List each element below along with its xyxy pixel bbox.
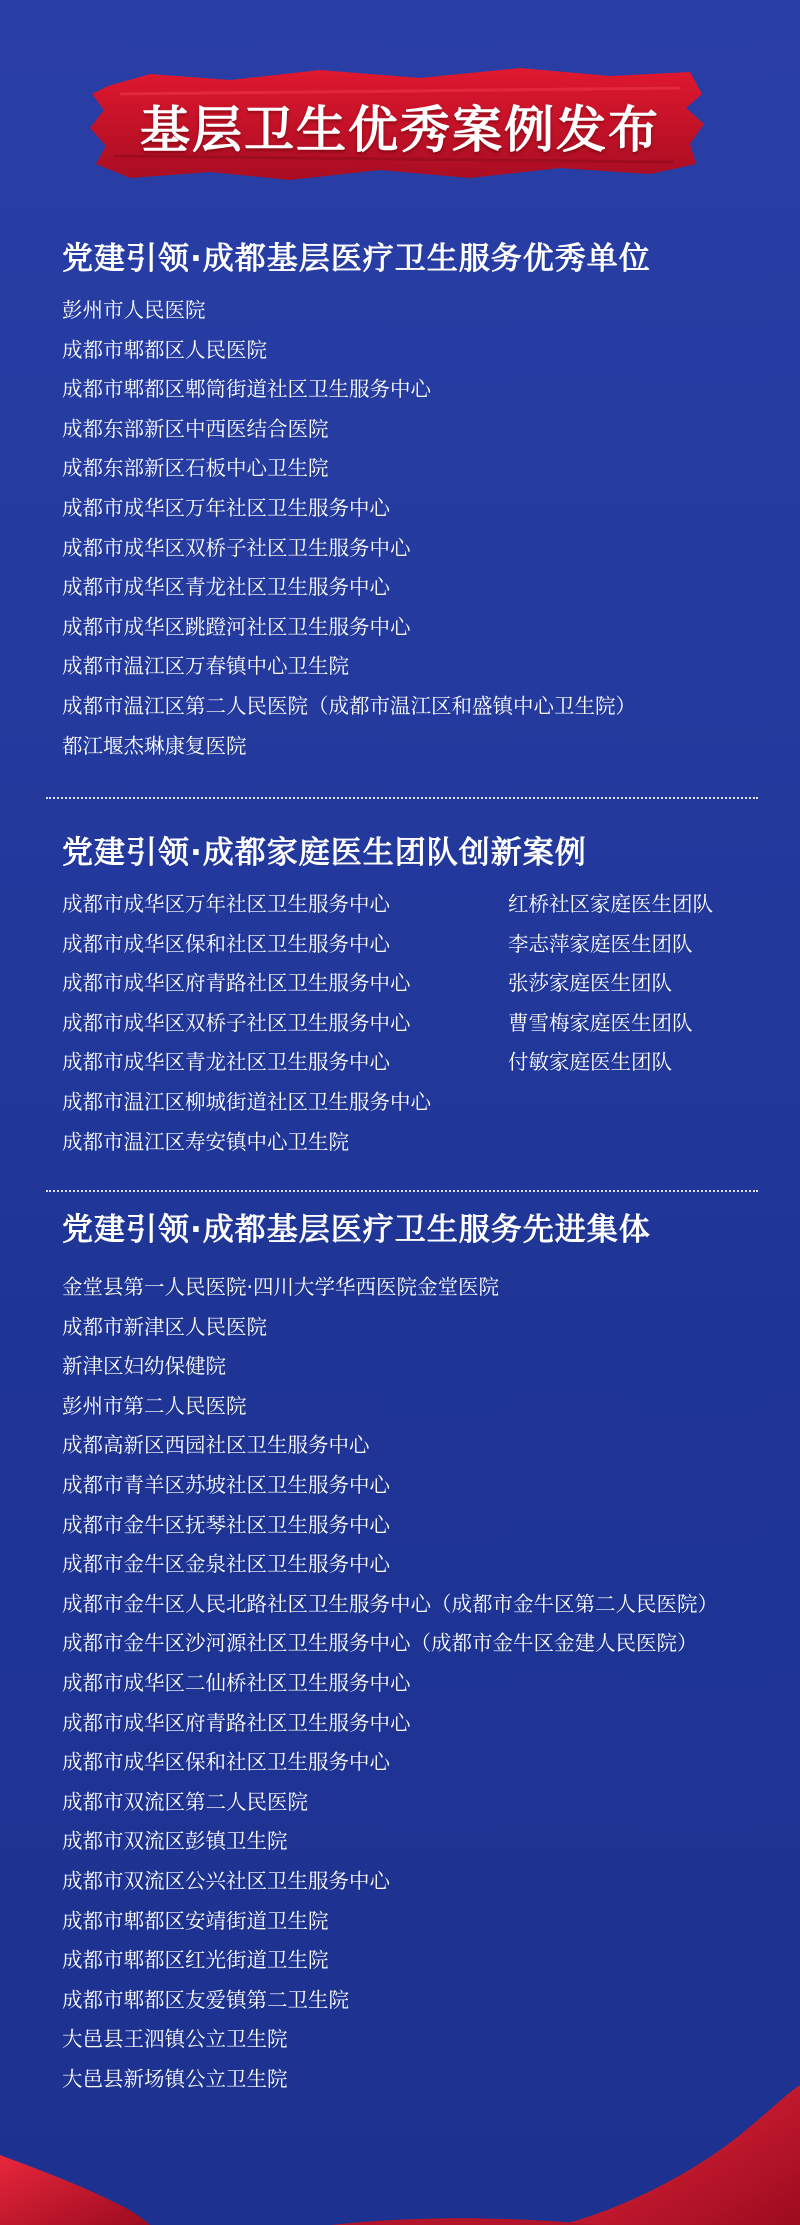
list-item: 都江堰杰琳康复医院 xyxy=(62,733,247,758)
list-item: 张莎家庭医生团队 xyxy=(508,971,672,996)
header-banner xyxy=(90,64,710,184)
section-family-doctor-cases xyxy=(62,833,762,1162)
list-item: 成都市金牛区金泉社区卫生服务中心 xyxy=(62,1552,390,1577)
list-item: 成都市成华区保和社区卫生服务中心 xyxy=(62,931,390,956)
list-item: 彭州市人民医院 xyxy=(62,298,206,322)
list-item: 成都市成华区府青路社区卫生服务中心 xyxy=(62,971,411,996)
list-item: 曹雪梅家庭医生团队 xyxy=(508,1010,693,1035)
list-item: 成都市双流区公兴社区卫生服务中心 xyxy=(62,1868,390,1893)
list-item: 彭州市第二人民医院 xyxy=(62,1393,247,1418)
team-list xyxy=(508,885,713,1083)
list-item: 成都市金牛区人民北路社区卫生服务中心（成都市金牛区第二人民医院） xyxy=(62,1591,718,1616)
list-item: 成都东部新区中西医结合医院 xyxy=(62,416,329,441)
list-item: 大邑县新场镇公立卫生院 xyxy=(62,2066,288,2091)
list-item: 成都市郫都区郫筒街道社区卫生服务中心 xyxy=(62,377,431,402)
list-item: 成都市青羊区苏坡社区卫生服务中心 xyxy=(62,1472,390,1497)
list-item: 成都市成华区双桥子社区卫生服务中心 xyxy=(62,535,411,560)
list-item: 成都市温江区第二人民医院（成都市温江区和盛镇中心卫生院） xyxy=(62,693,636,718)
section-title: 党建引领·成都家庭医生团队创新案例 xyxy=(62,835,587,871)
page-title: 基层卫生优秀案例发布 xyxy=(140,100,660,159)
list-item: 成都市郫都区红光街道卫生院 xyxy=(62,1948,329,1973)
list-item: 成都市成华区万年社区卫生服务中心 xyxy=(62,495,390,520)
list-item: 成都市成华区府青路社区卫生服务中心 xyxy=(62,1710,411,1735)
list-item: 成都市郫都区安靖街道卫生院 xyxy=(62,1908,329,1933)
section-title: 党建引领·成都基层医疗卫生服务优秀单位 xyxy=(62,241,651,277)
list-item: 大邑县王泗镇公立卫生院 xyxy=(62,2027,288,2052)
list-item: 成都市双流区彭镇卫生院 xyxy=(62,1829,288,1854)
list-item: 成都高新区西园社区卫生服务中心 xyxy=(62,1433,370,1458)
list-item: 李志萍家庭医生团队 xyxy=(508,931,693,956)
section-title: 党建引领·成都基层医疗卫生服务先进集体 xyxy=(62,1212,651,1248)
list-item: 成都市温江区柳城街道社区卫生服务中心 xyxy=(62,1089,431,1114)
list-item: 成都市郫都区人民医院 xyxy=(62,337,267,362)
unit-list xyxy=(62,291,762,766)
section-advanced-collectives xyxy=(62,1210,762,2099)
list-item: 成都市成华区双桥子社区卫生服务中心 xyxy=(62,1010,411,1035)
list-item: 成都市新津区人民医院 xyxy=(62,1314,267,1339)
list-item: 成都市金牛区沙河源社区卫生服务中心（成都市金牛区金建人民医院） xyxy=(62,1631,698,1656)
list-item: 金堂县第一人民医院·四川大学华西医院金堂医院 xyxy=(62,1275,500,1299)
list-item: 成都市成华区青龙社区卫生服务中心 xyxy=(62,575,390,600)
list-item: 成都市郫都区友爱镇第二卫生院 xyxy=(62,1987,349,2012)
list-item: 成都市温江区万春镇中心卫生院 xyxy=(62,654,349,679)
collective-list xyxy=(62,1268,762,2099)
section-divider xyxy=(46,1190,758,1192)
section-divider xyxy=(46,797,758,799)
two-column-list xyxy=(62,885,762,1162)
list-item: 成都市成华区保和社区卫生服务中心 xyxy=(62,1750,390,1775)
red-ribbon-decoration xyxy=(0,2075,800,2225)
list-item: 成都市金牛区抚琴社区卫生服务中心 xyxy=(62,1512,390,1537)
list-item: 成都市成华区二仙桥社区卫生服务中心 xyxy=(62,1670,411,1695)
list-item: 成都市成华区万年社区卫生服务中心 xyxy=(62,892,390,916)
list-item: 新津区妇幼保健院 xyxy=(62,1354,226,1379)
list-item: 成都市温江区寿安镇中心卫生院 xyxy=(62,1129,349,1154)
list-item: 成都东部新区石板中心卫生院 xyxy=(62,456,329,481)
section-excellent-units xyxy=(62,239,762,766)
list-item: 成都市双流区第二人民医院 xyxy=(62,1789,308,1814)
list-item: 付敏家庭医生团队 xyxy=(508,1050,672,1075)
list-item: 成都市成华区青龙社区卫生服务中心 xyxy=(62,1050,390,1075)
list-item: 红桥社区家庭医生团队 xyxy=(508,892,713,916)
list-item: 成都市成华区跳蹬河社区卫生服务中心 xyxy=(62,614,411,639)
